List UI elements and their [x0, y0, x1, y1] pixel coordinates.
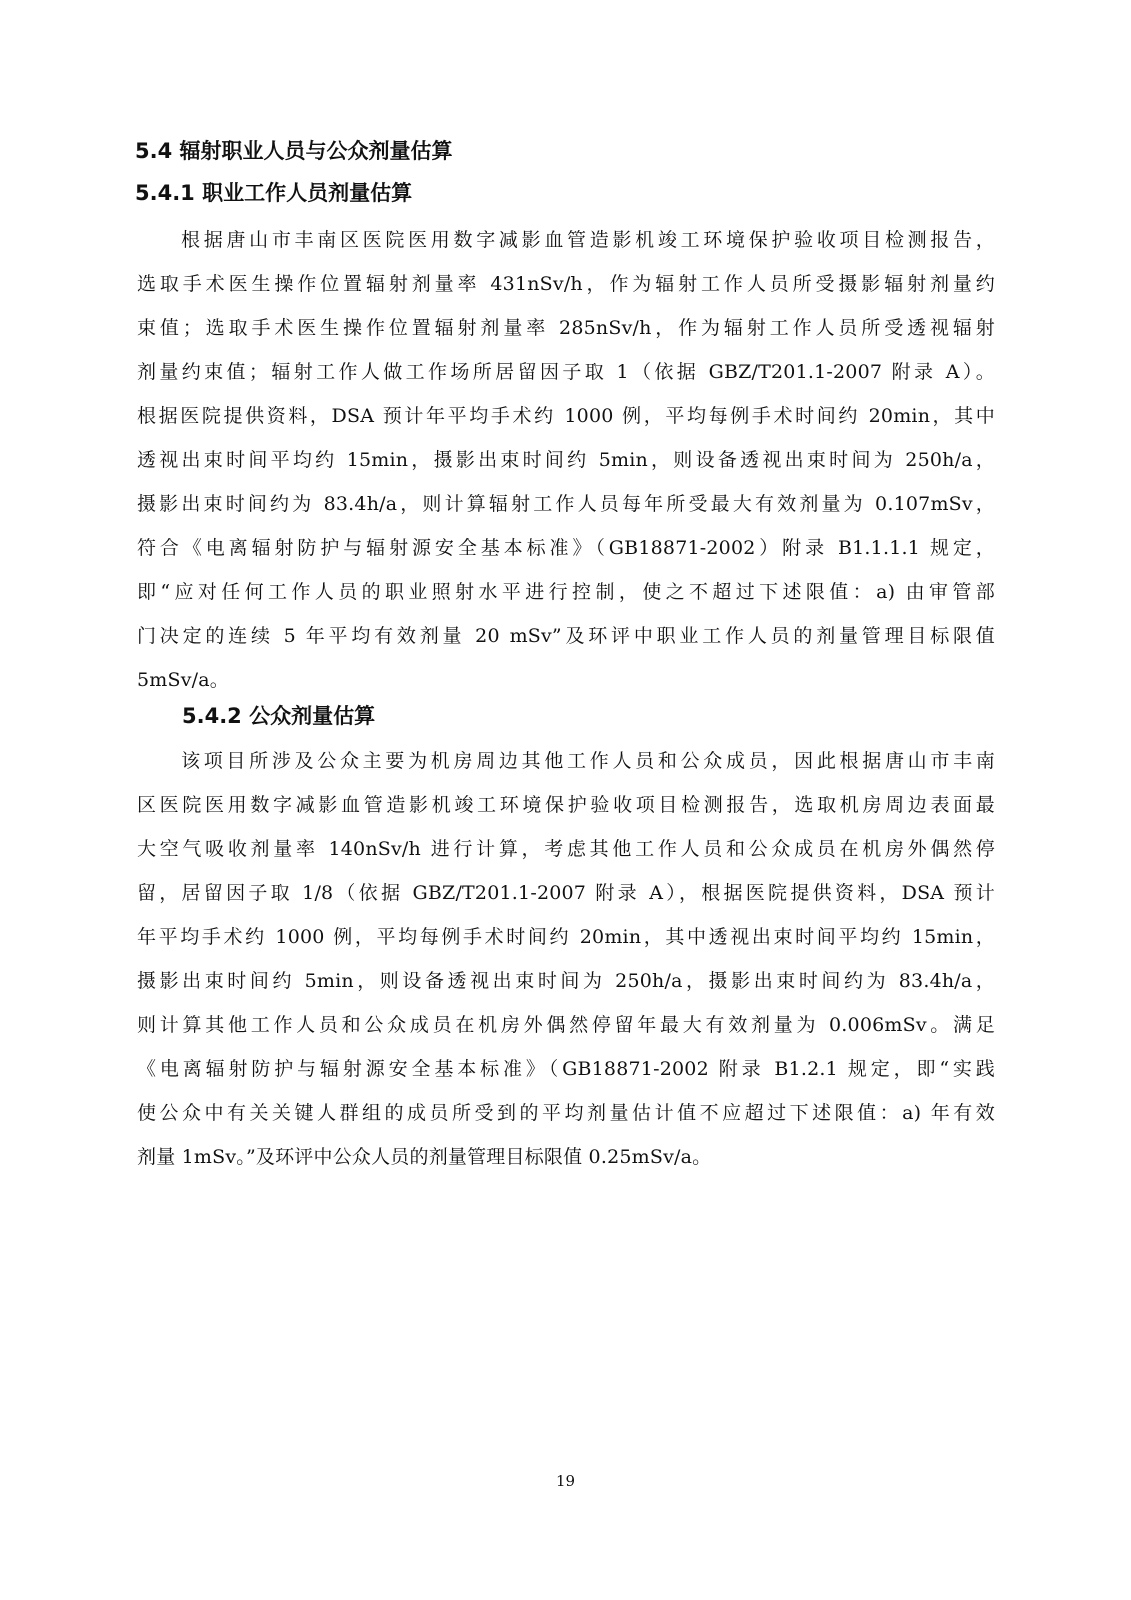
- paragraph-line: 门决定的连续 5 年平均有效剂量 20 mSv”及环评中职业工作人员的剂量管理目标限值: [137, 625, 995, 647]
- paragraph-line: 5mSv/a。: [137, 669, 229, 691]
- paragraph-line: 区医院医用数字减影血管造影机竣工环境保护验收项目检测报告，选取机房周边表面最: [137, 794, 995, 816]
- paragraph-line: 《电离辐射防护与辐射源安全基本标准》（GB18871-2002 附录 B1.2.1 规定，即“实践: [137, 1058, 995, 1080]
- paragraph-line: 留，居留因子取 1/8（依据 GBZ/T201.1-2007 附录 A），根据医院提供资料，DSA 预计: [137, 882, 995, 904]
- paragraph-line: 使公众中有关关键人群组的成员所受到的平均剂量估计值不应超过下述限值：a) 年有效: [137, 1102, 995, 1124]
- occupational-dose-paragraph: [137, 218, 995, 702]
- paragraph-line: 剂量约束值；辐射工作人做工作场所居留因子取 1（依据 GBZ/T201.1-2007 附录 A）。: [137, 361, 995, 383]
- paragraph-line: 摄影出束时间约为 83.4h/a，则计算辐射工作人员每年所受最大有效剂量为 0.107mSv，: [137, 493, 995, 515]
- page-number: 19: [555, 1472, 576, 1490]
- subsection-heading-public: 5.4.2 公众剂量估算: [182, 704, 376, 728]
- paragraph-line: 则计算其他工作人员和公众成员在机房外偶然停留年最大有效剂量为 0.006mSv。满足: [137, 1014, 995, 1036]
- public-dose-paragraph: [137, 739, 995, 1179]
- paragraph-line: 该项目所涉及公众主要为机房周边其他工作人员和公众成员，因此根据唐山市丰南: [181, 750, 995, 772]
- paragraph-line: 摄影出束时间约 5min，则设备透视出束时间为 250h/a，摄影出束时间约为 83.4h/a，: [137, 970, 995, 992]
- paragraph-line: 大空气吸收剂量率 140nSv/h 进行计算，考虑其他工作人员和公众成员在机房外偶然停: [137, 838, 995, 860]
- paragraph-line: 符合《电离辐射防护与辐射源安全基本标准》（GB18871-2002）附录 B1.1.1.1 规定，: [137, 537, 995, 559]
- paragraph-line: 年平均手术约 1000 例，平均每例手术时间约 20min，其中透视出束时间平均约 15min，: [137, 926, 995, 948]
- subsection-heading-occupational: 5.4.1 职业工作人员剂量估算: [135, 181, 413, 205]
- paragraph-line: 根据唐山市丰南区医院医用数字减影血管造影机竣工环境保护验收项目检测报告，: [181, 229, 995, 251]
- paragraph-line: 剂量 1mSv。”及环评中公众人员的剂量管理目标限值 0.25mSv/a。: [137, 1146, 712, 1168]
- paragraph-line: 透视出束时间平均约 15min，摄影出束时间约 5min，则设备透视出束时间为 250h/a，: [137, 449, 995, 471]
- paragraph-line: 即“应对任何工作人员的职业照射水平进行控制，使之不超过下述限值：a) 由审管部: [137, 581, 995, 603]
- paragraph-line: 束值；选取手术医生操作位置辐射剂量率 285nSv/h，作为辐射工作人员所受透视辐射: [137, 317, 995, 339]
- section-heading: 5.4 辐射职业人员与公众剂量估算: [135, 139, 453, 163]
- paragraph-line: 选取手术医生操作位置辐射剂量率 431nSv/h，作为辐射工作人员所受摄影辐射剂量约: [137, 273, 995, 295]
- paragraph-line: 根据医院提供资料，DSA 预计年平均手术约 1000 例，平均每例手术时间约 20min，其中: [137, 405, 995, 427]
